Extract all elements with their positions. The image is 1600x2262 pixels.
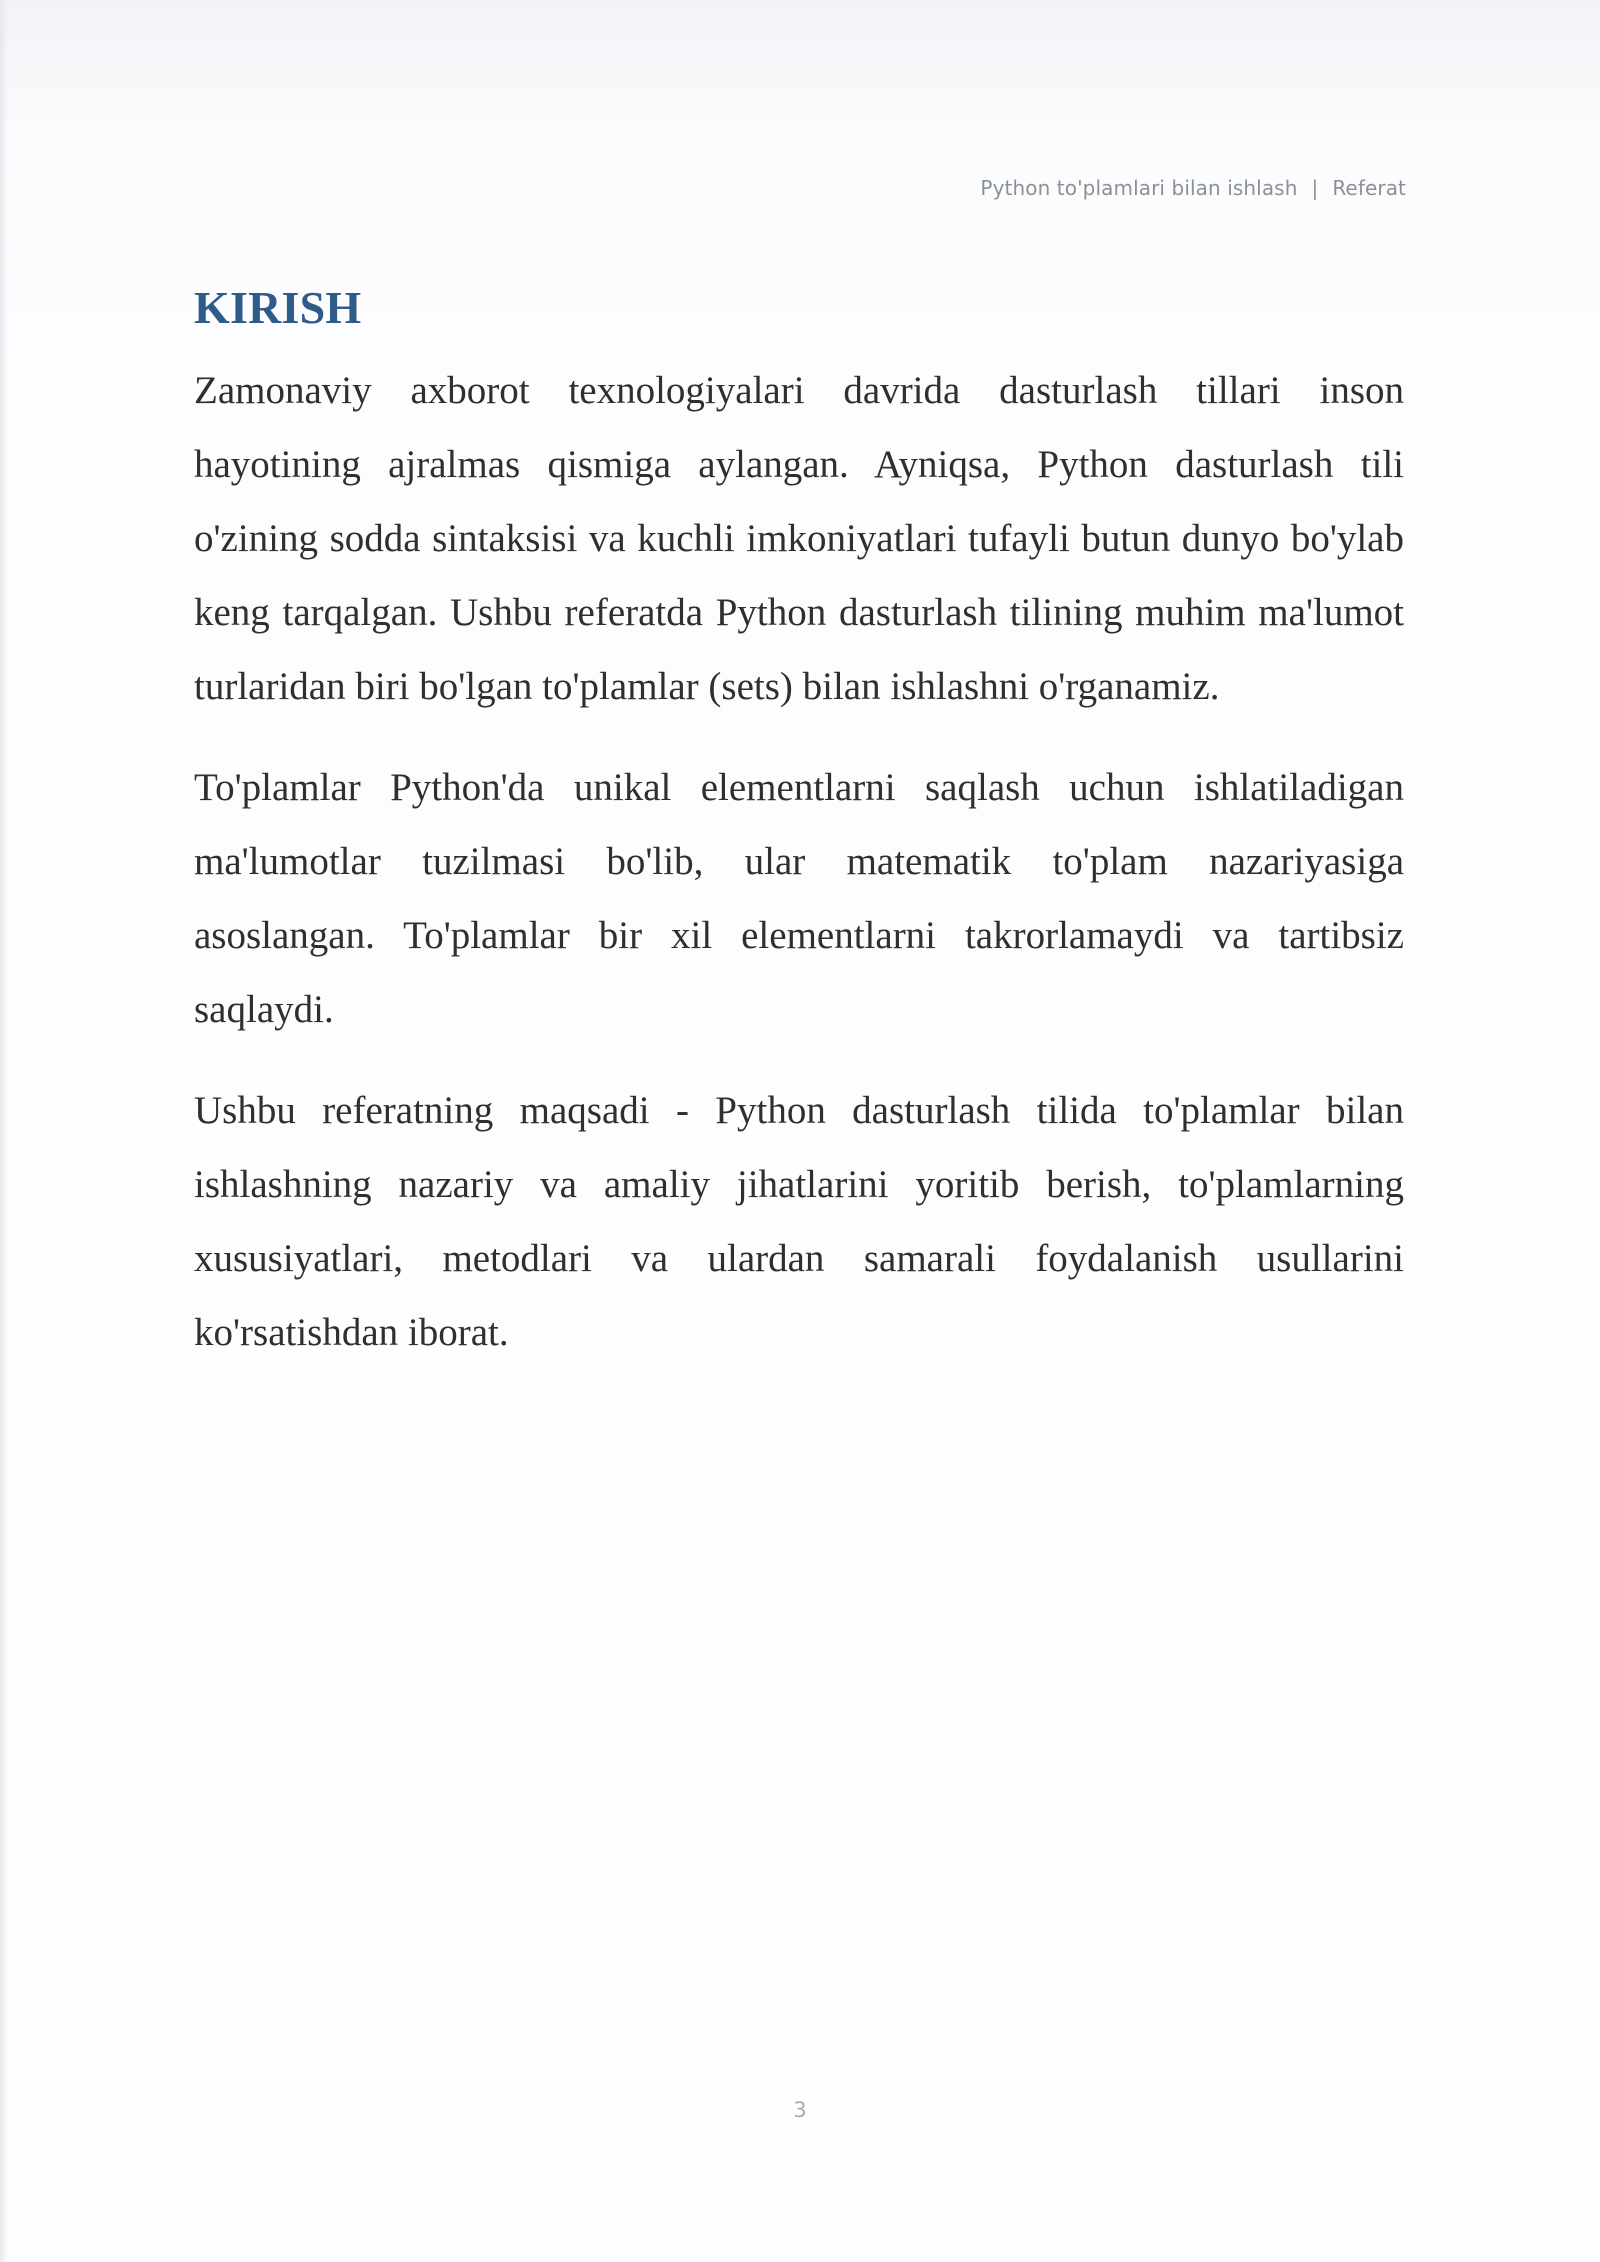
page-left-edge xyxy=(0,0,8,2262)
page-number: 3 xyxy=(793,2098,807,2122)
running-header xyxy=(980,176,1406,200)
paragraph: Ushbu referatning maqsadi - Python dasturlash tilida to'plamlar bilan ishlashning nazariy va amaliy jihatlarini yoritib berish, to'plamlarning xususiyatlari, metodlari va ulardan samarali foydalanish usullarini ko'rsatishdan iborat. xyxy=(194,1089,1404,1354)
header-separator: | xyxy=(1311,176,1319,200)
header-document-title: Python to'plamlari bilan ishlash xyxy=(980,176,1298,200)
section-title: KIRISH xyxy=(194,282,362,333)
page-content xyxy=(194,280,1404,1370)
header-document-type: Referat xyxy=(1332,176,1406,200)
paragraph: Zamonaviy axborot texnologiyalari davrida dasturlash tillari inson hayotining ajralmas qismiga aylangan. Ayniqsa, Python dasturlash tili o'zining sodda sintaksisi va kuchli imkoniyatlari tufayli butun dunyo bo'ylab keng tarqalgan. Ushbu referatda Python dasturlash tilining muhim ma'lumot turlaridan biri bo'lgan to'plamlar (sets) bilan ishlashni o'rganamiz. xyxy=(194,369,1404,708)
paragraph: To'plamlar Python'da unikal elementlarni saqlash uchun ishlatiladigan ma'lumotlar tuzilmasi bo'lib, ular matematik to'plam nazariyasiga asoslangan. To'plamlar bir xil elementlarni takrorlamaydi va tartibsiz saqlaydi. xyxy=(194,766,1404,1031)
